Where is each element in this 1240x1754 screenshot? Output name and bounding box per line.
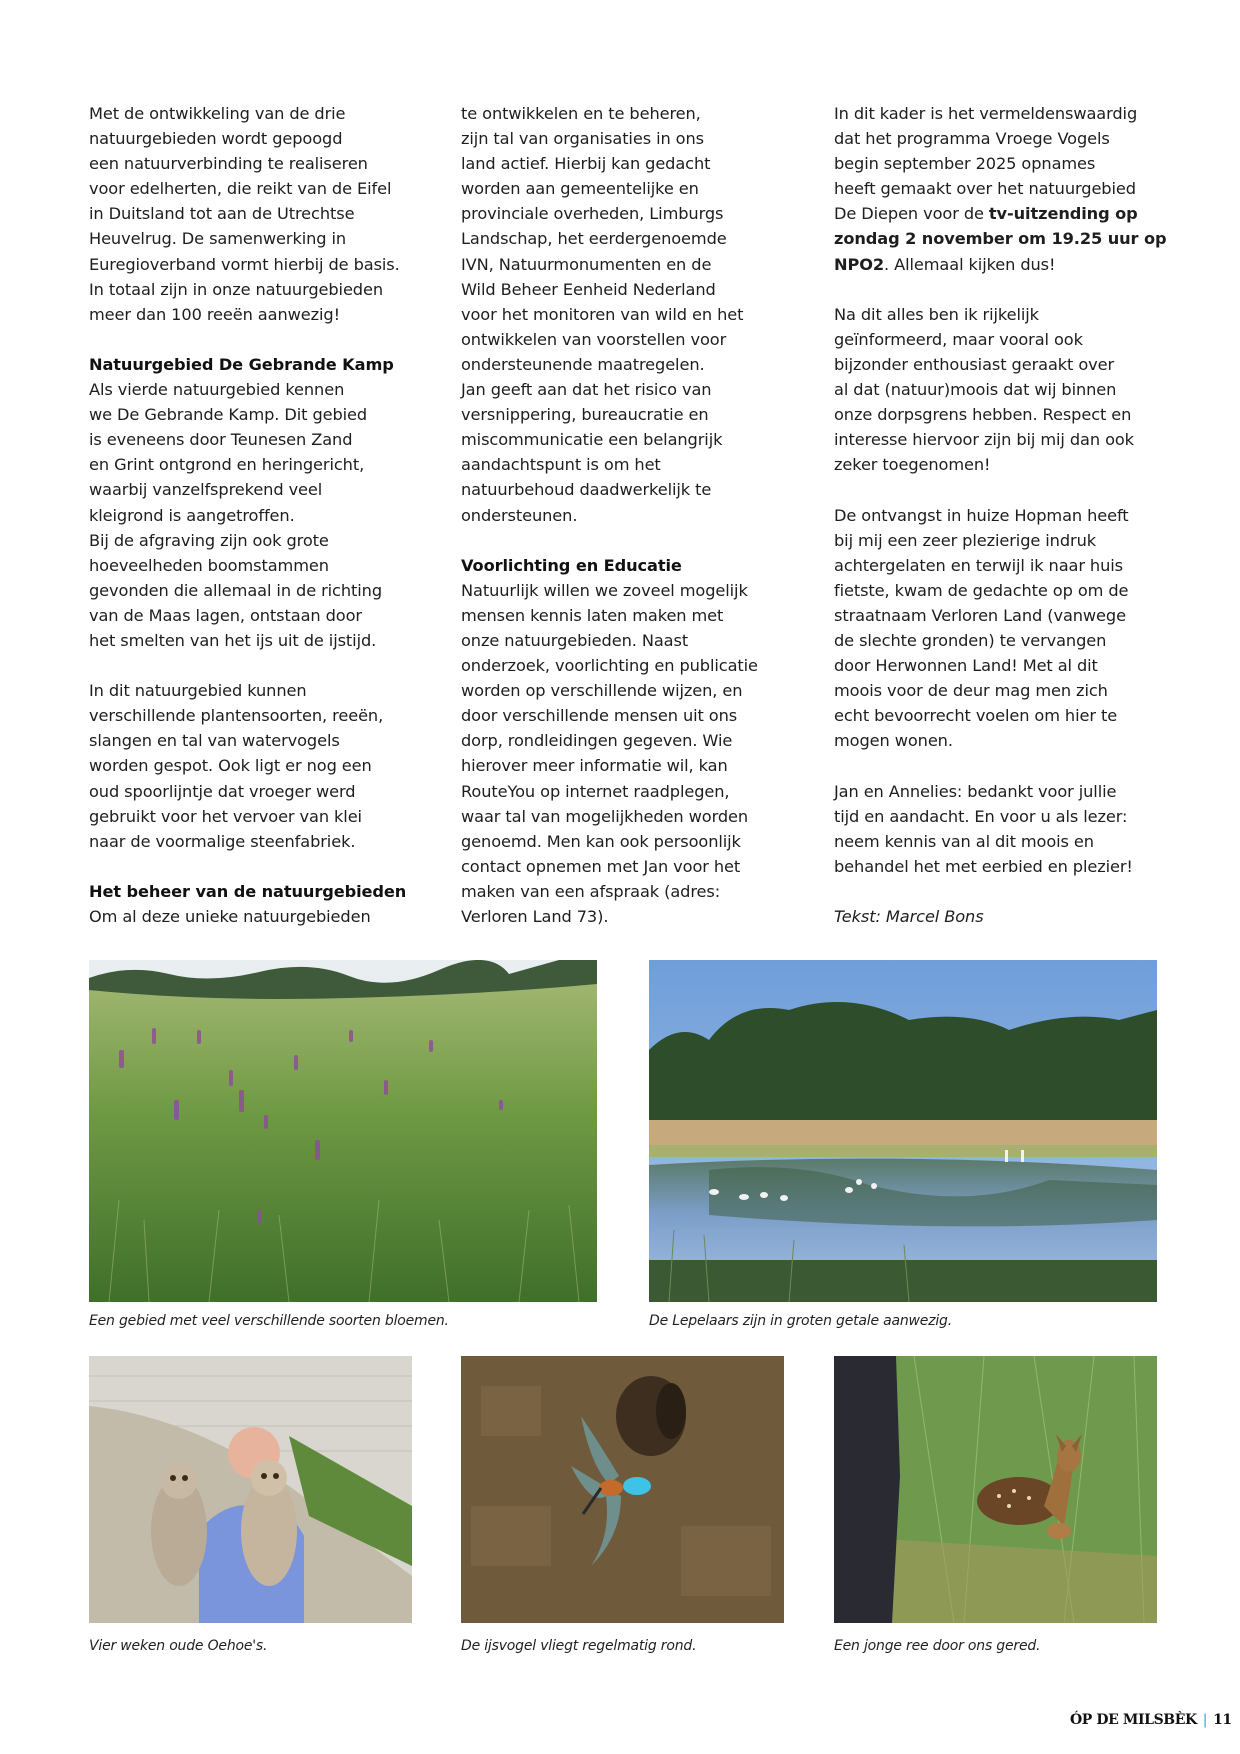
text-line <box>834 201 1164 226</box>
text-line: voor het monitoren van wild en het <box>461 304 744 324</box>
owlets-image <box>89 1356 412 1623</box>
text-line: heeft gemaakt over het natuurgebied <box>834 179 1136 199</box>
text-line: te ontwikkelen en te beheren, <box>461 104 701 123</box>
spacer <box>834 277 1164 302</box>
text-line: dat het programma Vroege Vogels <box>834 129 1110 149</box>
text-line: In dit kader is het vermeldenswaardig <box>834 104 1138 123</box>
text-line: en Grint ontgrond en heringericht, <box>89 455 365 475</box>
text-line: ondersteunende maatregelen. <box>461 354 705 374</box>
spacer <box>834 753 1164 778</box>
text-line: meer dan 100 reeën aanwezig! <box>89 304 340 324</box>
photo-caption: Een jonge ree door ons gered. <box>834 1638 1041 1654</box>
text-line: ontwikkelen van voorstellen voor <box>461 329 727 349</box>
text-line: aandachtspunt is om het <box>461 455 661 475</box>
text-line: dorp, rondleidingen gegeven. Wie <box>461 731 733 751</box>
text-line: geïnformeerd, maar vooral ook <box>834 329 1083 349</box>
text-line: oud spoorlijntje dat vroeger werd <box>89 781 356 801</box>
text-line: zeker toegenomen! <box>834 455 991 475</box>
text-line: interesse hiervoor zijn bij mij dan ook <box>834 430 1134 450</box>
text-line: Om al deze unieke natuurgebieden <box>89 907 371 926</box>
text-line: een natuurverbinding te realiseren <box>89 154 368 174</box>
text-line: al dat (natuur)moois dat wij binnen <box>834 380 1117 400</box>
page-number: 11 <box>1213 1712 1232 1728</box>
text-line: mogen wonen. <box>834 731 953 751</box>
text-line: Heuvelrug. De samenwerking in <box>89 229 347 249</box>
text-line: behandel het met eerbied en plezier! <box>834 856 1133 876</box>
article-column-1 <box>89 101 419 929</box>
text-line: contact opnemen met Jan voor het <box>461 856 741 876</box>
photo-caption: Een gebied met veel verschillende soorten bloemen. <box>89 1313 449 1329</box>
thanks-paragraph <box>834 779 1164 879</box>
photo-caption: De ijsvogel vliegt regelmatig rond. <box>461 1638 697 1654</box>
text-line: gebruikt voor het vervoer van klei <box>89 806 362 826</box>
article-column-2 <box>461 101 791 929</box>
photo-flower-meadow <box>89 960 597 1302</box>
text-line: natuurgebieden wordt gepoogd <box>89 129 343 149</box>
text-line: genoemd. Men kan ook persoonlijk <box>461 831 741 851</box>
text-line: Jan en Annelies: bedankt voor jullie <box>834 781 1117 801</box>
text-line: slangen en tal van watervogels <box>89 731 340 751</box>
footer-separator: | <box>1202 1712 1208 1728</box>
text-line: In totaal zijn in onze natuurgebieden <box>89 279 383 299</box>
article-column-3 <box>834 101 1167 929</box>
text-line: waar tal van mogelijkheden worden <box>461 806 749 826</box>
text-line: land actief. Hierbij kan gedacht <box>461 154 711 174</box>
text-line: het smelten van het ijs uit de ijstijd. <box>89 630 377 650</box>
text-line: door verschillende mensen uit ons <box>461 706 738 726</box>
text-line: waarbij vanzelfsprekend veel <box>89 480 323 500</box>
text-line: naar de voormalige steenfabriek. <box>89 831 356 851</box>
pond-image <box>649 960 1157 1302</box>
text-line: Wild Beheer Eenheid Nederland <box>461 279 716 299</box>
publication-name: ÓP DE MILSBÈK <box>1070 1712 1197 1728</box>
broadcast-channel: NPO2 <box>834 254 885 274</box>
spacer <box>89 854 419 879</box>
text-line: neem kennis van al dit moois en <box>834 831 1094 851</box>
text-line: straatnaam Verloren Land (vanwege <box>834 605 1126 625</box>
gebrande-kamp-paragraph <box>89 377 419 653</box>
broadcast-highlight: zondag 2 november om 19.25 uur op <box>834 229 1167 249</box>
text-line: is eveneens door Teunesen Zand <box>89 430 353 450</box>
text-line: worden gespot. Ook ligt er nog een <box>89 756 372 776</box>
broadcast-highlight: tv-uitzending op <box>988 204 1138 224</box>
text-line: Met de ontwikkeling van de drie <box>89 104 346 123</box>
spacer <box>89 327 419 352</box>
photo-caption: De Lepelaars zijn in groten getale aanwezig. <box>649 1313 952 1329</box>
spacer <box>834 879 1164 904</box>
photo-caption: Vier weken oude Oehoe's. <box>89 1638 268 1654</box>
text-line: hoeveelheden boomstammen <box>89 555 329 575</box>
spacer <box>89 653 419 678</box>
text-line: Na dit alles ben ik rijkelijk <box>834 304 1039 324</box>
text-line: Verloren Land 73). <box>461 907 609 926</box>
text-line: provinciale overheden, Limburgs <box>461 204 724 224</box>
text-line: gevonden die allemaal in de richting <box>89 580 382 600</box>
text-line: we De Gebrande Kamp. Dit gebied <box>89 405 368 425</box>
text-line: zijn tal van organisaties in ons <box>461 129 704 149</box>
author-signature: Tekst: Marcel Bons <box>834 907 984 926</box>
text-line: Jan geeft aan dat het risico van <box>461 380 712 400</box>
text-line: fietste, kwam de gedachte op om de <box>834 580 1129 600</box>
spacer <box>461 528 791 553</box>
text-line: onderzoek, voorlichting en publicatie <box>461 656 758 676</box>
text-line: echt bevoorrecht voelen om hier te <box>834 706 1118 726</box>
section-heading-voorlichting: Voorlichting en Educatie <box>461 555 682 575</box>
text-line: onze dorpsgrens hebben. Respect en <box>834 405 1132 425</box>
photo-kingfisher <box>461 1356 784 1623</box>
spacer <box>834 477 1164 502</box>
text-line: voor edelherten, die reikt van de Eifel <box>89 179 392 199</box>
intro-paragraph <box>89 101 419 327</box>
page-footer <box>1070 1712 1232 1728</box>
text-line: Bij de afgraving zijn ook grote <box>89 530 329 550</box>
text-line: kleigrond is aangetroffen. <box>89 505 295 525</box>
text-run: . Allemaal kijken dus! <box>884 254 1056 274</box>
text-line: in Duitsland tot aan de Utrechtse <box>89 204 355 224</box>
text-line: bijzonder enthousiast geraakt over <box>834 354 1115 374</box>
text-line: hierover meer informatie wil, kan <box>461 756 728 776</box>
photo-man-with-owlets <box>89 1356 412 1623</box>
text-line: van de Maas lagen, ontstaan door <box>89 605 362 625</box>
text-line: maken van een afspraak (adres: <box>461 881 721 901</box>
informed-paragraph <box>834 302 1164 478</box>
text-line: miscommunicatie een belangrijk <box>461 430 723 450</box>
tv-broadcast-paragraph <box>834 101 1167 277</box>
text-line: ondersteunen. <box>461 505 578 525</box>
kingfisher-image <box>461 1356 784 1623</box>
text-line: door Herwonnen Land! Met al dit <box>834 656 1098 676</box>
species-paragraph <box>89 678 419 854</box>
text-line: Natuurlijk willen we zoveel mogelijk <box>461 580 748 600</box>
text-line: Euregioverband vormt hierbij de basis. <box>89 254 400 274</box>
fawn-image <box>834 1356 1157 1623</box>
photo-pond-spoonbills <box>649 960 1157 1302</box>
text-line: Als vierde natuurgebied kennen <box>89 380 345 400</box>
meadow-image <box>89 960 597 1302</box>
text-run: De Diepen voor de <box>834 204 989 224</box>
text-line: RouteYou op internet raadplegen, <box>461 781 730 801</box>
photo-deer-fawn <box>834 1356 1157 1623</box>
text-line: natuurbehoud daadwerkelijk te <box>461 480 712 500</box>
section-heading-beheer: Het beheer van de natuurgebieden <box>89 881 407 901</box>
text-line: moois voor de deur mag men zich <box>834 681 1108 701</box>
text-line: tijd en aandacht. En voor u als lezer: <box>834 806 1128 826</box>
text-line: onze natuurgebieden. Naast <box>461 630 689 650</box>
text-line: Landschap, het eerdergenoemde <box>461 229 727 249</box>
text-line: IVN, Natuurmonumenten en de <box>461 254 712 274</box>
text-line: De ontvangst in huize Hopman heeft <box>834 505 1129 525</box>
text-line: de slechte gronden) te vervangen <box>834 630 1107 650</box>
organisations-paragraph <box>461 101 791 528</box>
text-line: worden op verschillende wijzen, en <box>461 681 743 701</box>
text-line: achtergelaten en terwijl ik naar huis <box>834 555 1123 575</box>
beheer-paragraph <box>89 904 419 929</box>
text-line <box>834 252 1164 277</box>
text-line: begin september 2025 opnames <box>834 154 1096 174</box>
section-heading-gebrande-kamp: Natuurgebied De Gebrande Kamp <box>89 354 394 374</box>
text-line: worden aan gemeentelijke en <box>461 179 699 199</box>
text-line: versnippering, bureaucratie en <box>461 405 709 425</box>
text-line: bij mij een zeer plezierige indruk <box>834 530 1097 550</box>
text-line: In dit natuurgebied kunnen <box>89 681 307 701</box>
text-line: verschillende plantensoorten, reeën, <box>89 706 384 726</box>
text-line: mensen kennis laten maken met <box>461 605 724 625</box>
reception-paragraph <box>834 503 1164 754</box>
voorlichting-paragraph <box>461 578 791 929</box>
